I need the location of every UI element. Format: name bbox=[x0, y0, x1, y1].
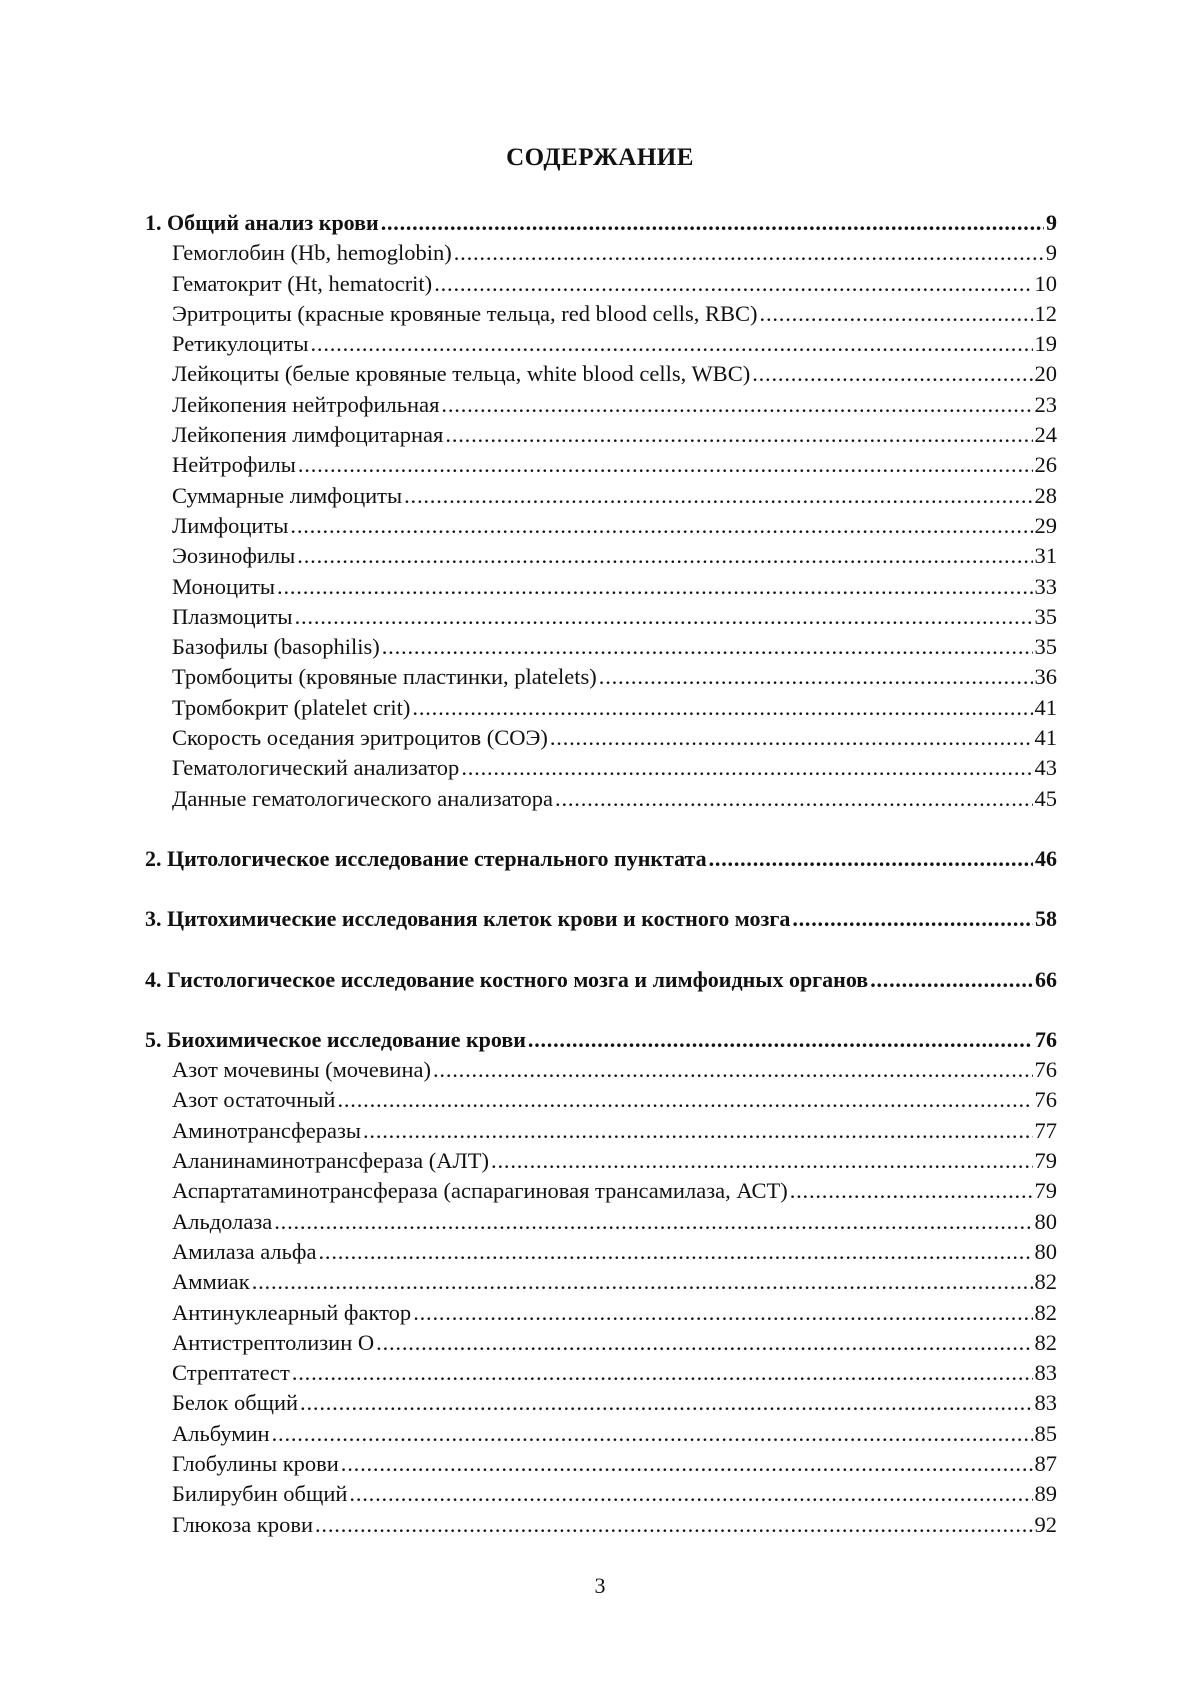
toc-entry-page: 41 bbox=[1034, 725, 1057, 751]
toc-entry-page: 83 bbox=[1034, 1360, 1057, 1386]
toc-entry-page: 35 bbox=[1034, 634, 1057, 660]
toc-entry[interactable] bbox=[145, 784, 1057, 814]
toc-entry-label: Гемоглобин (Hb, hemoglobin) bbox=[172, 240, 452, 266]
toc-entry-page: 83 bbox=[1034, 1390, 1057, 1416]
toc-entry-label: Альбумин bbox=[172, 1420, 270, 1446]
dot-leader bbox=[290, 511, 1032, 541]
toc-entry[interactable] bbox=[145, 299, 1057, 329]
dot-leader bbox=[599, 662, 1033, 692]
dot-leader bbox=[555, 784, 1032, 814]
toc-entry-page: 92 bbox=[1034, 1511, 1057, 1537]
toc-entry[interactable] bbox=[145, 329, 1057, 359]
toc-entry[interactable] bbox=[145, 541, 1057, 571]
toc-entry[interactable] bbox=[145, 1298, 1057, 1328]
toc-entry-label: Аммиак bbox=[172, 1269, 250, 1295]
toc-entry-page: 79 bbox=[1034, 1148, 1057, 1174]
toc-entry-page: 66 bbox=[1035, 966, 1057, 992]
dot-leader bbox=[752, 359, 1032, 389]
toc-entry-page: 23 bbox=[1034, 391, 1057, 417]
toc-entry[interactable] bbox=[145, 1449, 1057, 1479]
toc-entry-page: 80 bbox=[1034, 1238, 1057, 1264]
dot-leader bbox=[318, 1237, 1032, 1267]
toc-entry[interactable] bbox=[145, 662, 1057, 692]
dot-leader bbox=[792, 904, 1033, 934]
dot-leader bbox=[315, 1510, 1033, 1540]
toc-entry[interactable] bbox=[145, 481, 1057, 511]
toc-section bbox=[145, 844, 1057, 874]
dot-leader bbox=[550, 723, 1033, 753]
dot-leader bbox=[252, 1267, 1033, 1297]
toc-section bbox=[145, 208, 1057, 814]
toc-entry-label: 1. Общий анализ крови bbox=[145, 210, 379, 235]
toc-entry[interactable] bbox=[145, 1146, 1057, 1176]
toc-entry[interactable] bbox=[145, 269, 1057, 299]
toc-entry-page: 28 bbox=[1034, 482, 1057, 508]
toc-entry[interactable] bbox=[145, 1388, 1057, 1418]
toc-entry-page: 82 bbox=[1034, 1329, 1057, 1355]
dot-leader bbox=[341, 1449, 1033, 1479]
toc-entry-label: Плазмоциты bbox=[172, 603, 293, 629]
toc-entry[interactable] bbox=[145, 420, 1057, 450]
dot-leader bbox=[292, 1358, 1033, 1388]
toc-entry-page: 24 bbox=[1034, 422, 1057, 448]
dot-leader bbox=[376, 1328, 1032, 1358]
toc-entry-page: 76 bbox=[1034, 1087, 1057, 1113]
toc-section-heading[interactable] bbox=[145, 208, 1057, 238]
toc-section-heading[interactable] bbox=[145, 965, 1057, 995]
dot-leader bbox=[413, 1298, 1032, 1328]
dot-leader bbox=[274, 1207, 1032, 1237]
dot-leader bbox=[363, 1116, 1033, 1146]
toc-entry-label: Суммарные лимфоциты bbox=[172, 482, 403, 508]
dot-leader bbox=[528, 1025, 1033, 1055]
toc-entry[interactable] bbox=[145, 390, 1057, 420]
toc-entry-page: 89 bbox=[1034, 1481, 1057, 1507]
toc-entry[interactable] bbox=[145, 359, 1057, 389]
toc-entry-label: Аминотрансферазы bbox=[172, 1117, 361, 1143]
toc-entry[interactable] bbox=[145, 1176, 1057, 1206]
toc-entry-page: 31 bbox=[1034, 543, 1057, 569]
toc-entry-label: Эритроциты (красные кровяные тельца, red blood cells, RBC) bbox=[172, 300, 758, 326]
toc-entry-label: Глобулины крови bbox=[172, 1450, 339, 1476]
dot-leader bbox=[434, 269, 1032, 299]
toc-entry-label: Альдолаза bbox=[172, 1208, 273, 1234]
toc-entry-page: 58 bbox=[1035, 906, 1057, 932]
dot-leader bbox=[709, 844, 1033, 874]
dot-leader bbox=[277, 572, 1032, 602]
toc-entry-label: Эозинофилы bbox=[172, 543, 296, 569]
toc-entry[interactable] bbox=[145, 1510, 1057, 1540]
toc-entry-page: 79 bbox=[1034, 1178, 1057, 1204]
toc-entry-label: Нейтрофилы bbox=[172, 452, 296, 478]
toc-section bbox=[145, 904, 1057, 934]
toc-entry-label: Лимфоциты bbox=[172, 512, 289, 538]
toc-entry[interactable] bbox=[145, 753, 1057, 783]
toc-entry-page: 26 bbox=[1034, 452, 1057, 478]
dot-leader bbox=[382, 632, 1033, 662]
toc-entry-label: Тромбокрит (platelet crit) bbox=[172, 694, 411, 720]
toc-entry-page: 35 bbox=[1034, 603, 1057, 629]
toc-entry[interactable] bbox=[145, 602, 1057, 632]
toc-entry[interactable] bbox=[145, 1237, 1057, 1267]
toc-entry-label: Скорость оседания эритроцитов (СОЭ) bbox=[172, 725, 548, 751]
toc-entry-label: Антистрептолизин О bbox=[172, 1329, 375, 1355]
toc-entry-page: 19 bbox=[1034, 331, 1057, 357]
toc-entry-label: 4. Гистологическое исследование костного мозга и лимфоидных органов bbox=[145, 966, 869, 992]
toc-entry[interactable] bbox=[145, 1358, 1057, 1388]
dot-leader bbox=[300, 1388, 1032, 1418]
dot-leader bbox=[295, 602, 1033, 632]
toc-entry-label: Лейкопения нейтрофильная bbox=[172, 391, 440, 417]
toc-entry-label: Аланинаминотрансфераза (АЛТ) bbox=[172, 1148, 490, 1174]
toc-entry-page: 12 bbox=[1034, 300, 1057, 326]
toc-entry-page: 29 bbox=[1034, 512, 1057, 538]
dot-leader bbox=[433, 1055, 1033, 1085]
toc-entry-label: Базофилы (basophilis) bbox=[172, 634, 380, 660]
toc-entry-label: Лейкоциты (белые кровяные тельца, white blood cells, WBC) bbox=[172, 361, 751, 387]
toc-entry-page: 33 bbox=[1034, 573, 1057, 599]
toc-entry-label: Азот остаточный bbox=[172, 1087, 336, 1113]
toc-entry-label: Данные гематологического анализатора bbox=[172, 785, 554, 811]
dot-leader bbox=[491, 1146, 1032, 1176]
toc-entry-label: Гематологический анализатор bbox=[172, 755, 460, 781]
toc-entry[interactable] bbox=[145, 1116, 1057, 1146]
page-number: 3 bbox=[594, 1573, 606, 1598]
toc-entry-page: 9 bbox=[1046, 210, 1057, 235]
toc-entry-label: Белок общий bbox=[172, 1390, 299, 1416]
toc-entry-label: 3. Цитохимические исследования клеток крови и костного мозга bbox=[145, 906, 791, 932]
toc-entry[interactable] bbox=[145, 1055, 1057, 1085]
dot-leader bbox=[404, 481, 1032, 511]
toc-entry-label: Гематокрит (Ht, hematocrit) bbox=[172, 270, 433, 296]
toc-entry[interactable] bbox=[145, 1479, 1057, 1509]
toc-section-heading[interactable] bbox=[145, 844, 1057, 874]
toc-entry[interactable] bbox=[145, 632, 1057, 662]
toc-entry[interactable] bbox=[145, 693, 1057, 723]
toc-entry-label: Аспартатаминотрансфераза (аспарагиновая трансамилаза, АСТ) bbox=[172, 1178, 788, 1204]
toc-entry[interactable] bbox=[145, 1085, 1057, 1115]
dot-leader bbox=[337, 1085, 1032, 1115]
toc-entry-page: 87 bbox=[1034, 1450, 1057, 1476]
toc-entry-label: 5. Биохимическое исследование крови bbox=[145, 1026, 526, 1052]
toc-section bbox=[145, 965, 1057, 995]
toc-entry[interactable] bbox=[145, 1267, 1057, 1297]
dot-leader bbox=[870, 965, 1033, 995]
toc-entry-label: 2. Цитологическое исследование стернального пунктата bbox=[145, 845, 707, 871]
dot-leader bbox=[441, 390, 1032, 420]
toc-entry[interactable] bbox=[145, 238, 1057, 268]
toc-entry-label: Лейкопения лимфоцитарная bbox=[172, 422, 444, 448]
toc-entry-label: Моноциты bbox=[172, 573, 276, 599]
page-title: СОДЕРЖАНИЕ bbox=[506, 144, 694, 171]
toc-entry-page: 43 bbox=[1034, 755, 1057, 781]
dot-leader bbox=[298, 450, 1033, 480]
toc-entry-label: Глюкоза крови bbox=[172, 1511, 313, 1537]
dot-leader bbox=[790, 1176, 1033, 1206]
toc-section bbox=[145, 1025, 1057, 1540]
toc-entry[interactable] bbox=[145, 1207, 1057, 1237]
toc-entry-page: 45 bbox=[1034, 785, 1057, 811]
toc-entry-page: 76 bbox=[1035, 1026, 1057, 1052]
toc-section-heading[interactable] bbox=[145, 1025, 1057, 1055]
toc-entry[interactable] bbox=[145, 450, 1057, 480]
toc-entry[interactable] bbox=[145, 1419, 1057, 1449]
toc-entry[interactable] bbox=[145, 1328, 1057, 1358]
toc-entry-page: 80 bbox=[1034, 1208, 1057, 1234]
toc-entry-page: 76 bbox=[1034, 1057, 1057, 1083]
dot-leader bbox=[412, 693, 1032, 723]
dot-leader bbox=[297, 541, 1032, 571]
toc-entry-page: 85 bbox=[1034, 1420, 1057, 1446]
toc-entry-page: 36 bbox=[1034, 664, 1057, 690]
toc-entry-label: Азот мочевины (мочевина) bbox=[172, 1057, 431, 1083]
toc-entry-page: 10 bbox=[1034, 270, 1057, 296]
dot-leader bbox=[461, 753, 1032, 783]
dot-leader bbox=[445, 420, 1032, 450]
toc-section-heading[interactable] bbox=[145, 904, 1057, 934]
dot-leader bbox=[454, 238, 1044, 268]
toc-entry[interactable] bbox=[145, 511, 1057, 541]
toc-entry-page: 46 bbox=[1035, 845, 1057, 871]
dot-leader bbox=[760, 299, 1033, 329]
toc-entry-page: 77 bbox=[1034, 1117, 1057, 1143]
toc-entry-page: 20 bbox=[1034, 361, 1057, 387]
toc-entry-label: Билирубин общий bbox=[172, 1481, 348, 1507]
toc-entry-page: 82 bbox=[1034, 1269, 1057, 1295]
toc-entry-label: Тромбоциты (кровяные пластинки, platelets) bbox=[172, 664, 597, 690]
toc-entry-page: 9 bbox=[1045, 240, 1057, 266]
toc-entry-page: 41 bbox=[1034, 694, 1057, 720]
toc-entry-page: 82 bbox=[1034, 1299, 1057, 1325]
toc-entry-label: Стрептатест bbox=[172, 1360, 290, 1386]
dot-leader bbox=[349, 1479, 1032, 1509]
dot-leader bbox=[310, 329, 1032, 359]
toc-entry[interactable] bbox=[145, 572, 1057, 602]
toc-entry[interactable] bbox=[145, 723, 1057, 753]
toc-entry-label: Амилаза альфа bbox=[172, 1238, 317, 1264]
dot-leader bbox=[381, 208, 1044, 238]
toc-entry-label: Ретикулоциты bbox=[172, 331, 309, 357]
dot-leader bbox=[272, 1419, 1033, 1449]
table-of-contents bbox=[145, 208, 1057, 1540]
toc-entry-label: Антинуклеарный фактор bbox=[172, 1299, 412, 1325]
